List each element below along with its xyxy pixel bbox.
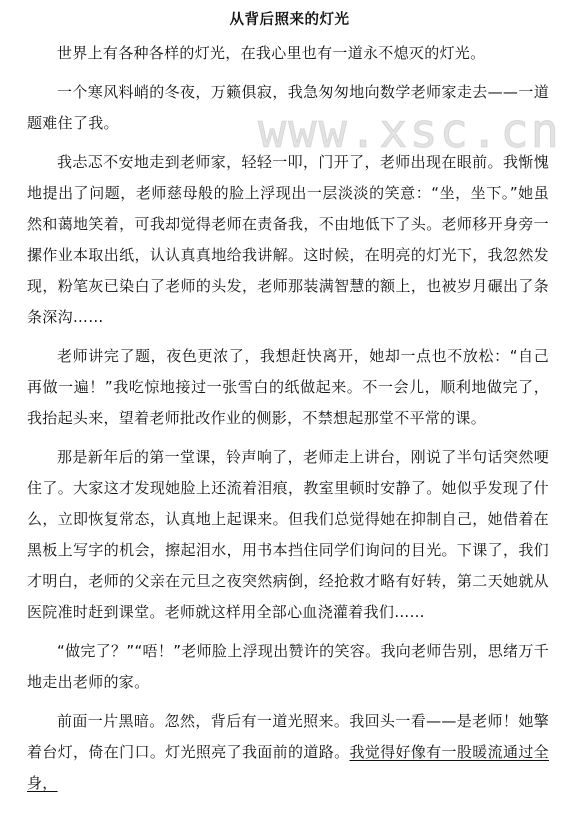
paragraph: 一个寒风料峭的冬夜，万籁俱寂，我急匆匆地向数学老师家走去——一道题难住了我。 xyxy=(27,83,549,132)
paragraph: 那是新年后的第一堂课，铃声响了，老师走上讲台，刚说了半句话突然哽住了。大家这才发现她脸上还流着泪痕，教室里顿时安静了。她似乎发现了什么，立即恢复常态，认真地上起课来。但我们总觉得她在抑制自己，她借着在黑板上写字的机会，擦起泪水，用书本挡住同学们询问的目光。下课了，我们才明白，老师的父亲在元旦之夜突然病倒，经抢救才略有好转，第二天她就从医院准时赶到课堂。老师就这样用全部心血浇灌着我们…… xyxy=(27,448,549,621)
paragraph: 老师讲完了题，夜色更浓了，我想赶快离开，她却一点也不放松：“自己再做一遍！”我吃惊地接过一张雪白的纸做起来。不一会儿，顺利地做完了，我抬起头来，望着老师批改作业的侧影，不禁想起那堂不平常的课。 xyxy=(27,347,549,427)
document-title: 从背后照来的灯光 xyxy=(229,12,350,28)
paragraph: 世界上有各种各样的灯光，在我心里也有一道永不熄灭的灯光。 xyxy=(57,44,486,62)
paragraph: “做完了？”“唔！”老师脸上浮现出赞许的笑容。我向老师告别，思绪万千地走出老师的家。 xyxy=(27,642,549,691)
watermark: www.xsc.cn xyxy=(258,104,561,159)
document-body xyxy=(27,38,549,799)
paragraph-last xyxy=(27,706,549,799)
paragraph: 我忐忑不安地走到老师家，轻轻一叩，门开了，老师出现在眼前。我惭愧地提出了问题，老师慈母般的脸上浮现出一层淡淡的笑意：“坐，坐下。”她虽然和蔼地笑着，可我却觉得老师在责备我，不由地低下了头。老师移开身旁一摞作业本取出纸，认认真真地给我讲解。这时候，在明亮的灯光下，我忽然发现，粉笔灰已染白了老师的头发，老师那装满智慧的额上，也被岁月碾出了条条深沟…… xyxy=(27,153,549,326)
underlined-text: 我觉得好像有一股暖流通过全身， xyxy=(27,743,549,792)
paragraph-last-text: 前面一片黑暗。忽然，背后有一道光照来。我回头一看——是老师！她擎着台灯，倚在门口。灯光照亮了我面前的道路。 xyxy=(27,712,549,761)
